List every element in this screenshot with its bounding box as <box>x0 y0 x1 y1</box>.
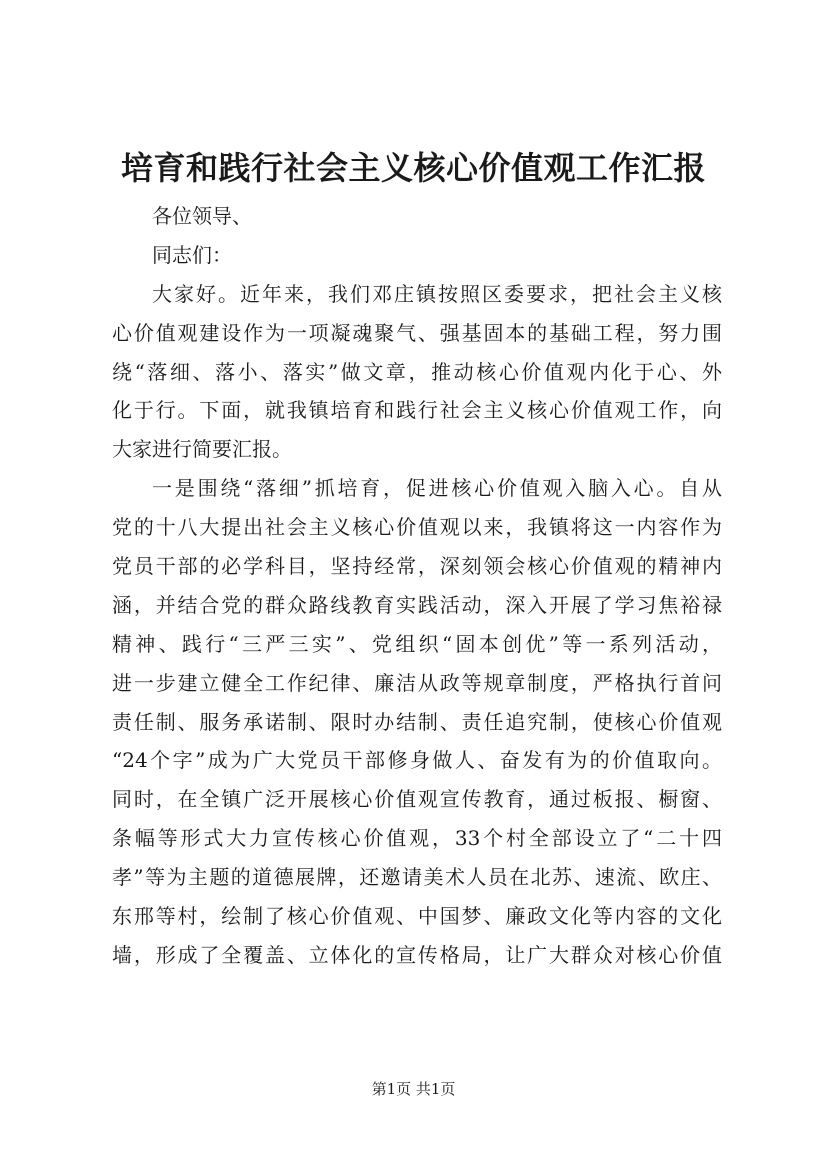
paragraph-line: 精神、践行“三严三实”、党组织“固本创优”等一系列活动， <box>112 631 722 656</box>
paragraph-line: 化于行。下面，就我镇培育和践行社会主义核心价值观工作，向 <box>112 398 722 423</box>
paragraph-line: 东邢等村，绘制了核心价值观、中国梦、廉政文化等内容的文化 <box>112 904 722 929</box>
salutation-line: 同志们： <box>152 242 232 267</box>
paragraph-line: 进一步建立健全工作纪律、廉洁从政等规章制度，严格执行首问 <box>112 670 722 695</box>
paragraph-line: 大家进行简要汇报。 <box>112 437 292 462</box>
paragraph-line: “24个字”成为广大党员干部修身做人、奋发有为的价值取向。 <box>112 748 722 773</box>
page-title: 培育和践行社会主义核心价值观工作汇报 <box>120 149 706 187</box>
paragraph-line: 责任制、服务承诺制、限时办结制、责任追究制，使核心价值观 <box>112 709 722 734</box>
paragraph-line: 孝”等为主题的道德展牌，还邀请美术人员在北苏、速流、欧庄、 <box>112 865 722 890</box>
paragraph-line: 条幅等形式大力宣传核心价值观，33个村全部设立了“二十四 <box>112 826 722 851</box>
paragraph-line: 党的十八大提出社会主义核心价值观以来，我镇将这一内容作为 <box>112 515 722 540</box>
paragraph-line: 涵，并结合党的群众路线教育实践活动，深入开展了学习焦裕禄 <box>112 592 722 617</box>
paragraph-line: 墙，形成了全覆盖、立体化的宣传格局，让广大群众对核心价值 <box>112 942 722 967</box>
document-body <box>112 197 722 975</box>
paragraph-line: 绕“落细、落小、落实”做文章，推动核心价值观内化于心、外 <box>112 359 722 384</box>
paragraph-line: 一是围绕“落细”抓培育，促进核心价值观入脑入心。自从 <box>152 476 722 501</box>
paragraph-line: 大家好。近年来，我们邓庄镇按照区委要求，把社会主义核 <box>152 281 722 306</box>
paragraph-line: 同时，在全镇广泛开展核心价值观宣传教育，通过板报、橱窗、 <box>112 787 722 812</box>
paragraph-line: 党员干部的必学科目，坚持经常，深刻领会核心价值观的精神内 <box>112 554 722 579</box>
page-number-footer: 第1页 共1页 <box>371 1080 456 1098</box>
salutation-line: 各位领导、 <box>152 204 252 228</box>
paragraph-line: 心价值观建设作为一项凝魂聚气、强基固本的基础工程，努力围 <box>112 320 722 345</box>
